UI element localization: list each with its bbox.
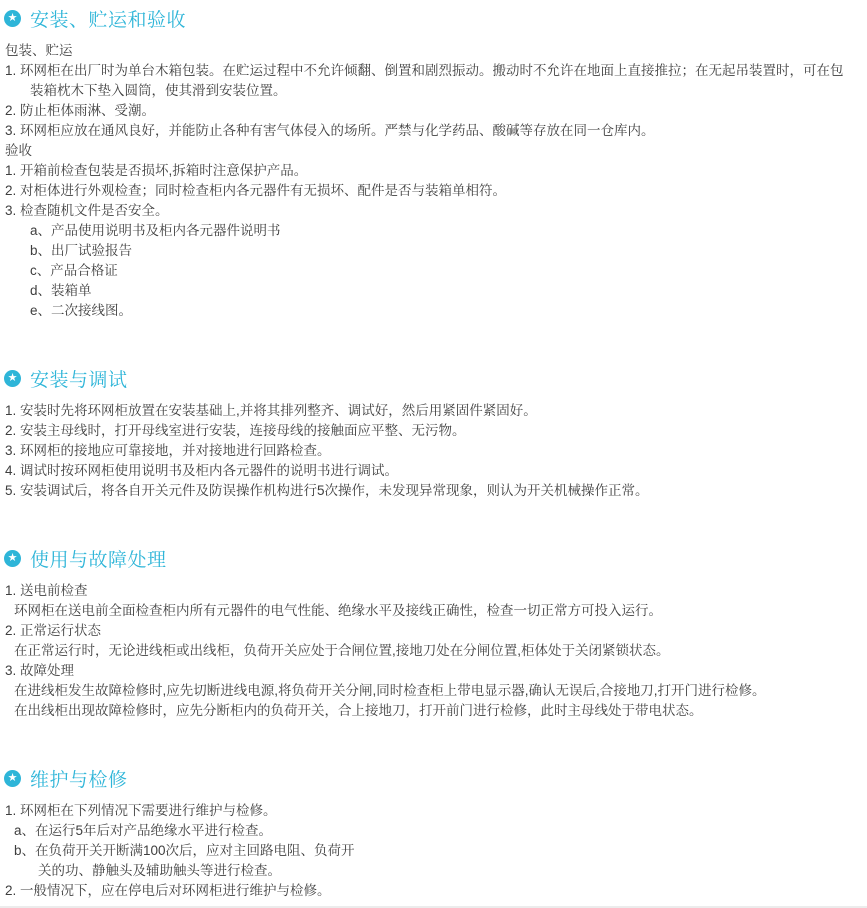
star-circle-icon: ★ <box>4 550 21 567</box>
text-line: 关的功、静触头及辅助触头等进行检查。 <box>38 863 281 878</box>
section-heading <box>4 368 863 389</box>
text-line: 2. 安装主母线时，打开母线室进行安装，连接母线的接触面应平整、无污物。 <box>5 423 466 438</box>
text-line: b、出厂试验报告 <box>30 243 133 258</box>
text-line: 环网柜在送电前全面检查柜内所有元器件的电气性能、绝缘水平及接线正确性，检查一切正常方可投入运行。 <box>14 603 662 618</box>
text-line: 在出线柜出现故障检修时，应先分断柜内的负荷开关，合上接地刀，打开前门进行检修，此时主母线处于带电状态。 <box>14 703 703 718</box>
text-line: 3. 环网柜的接地应可靠接地，并对接地进行回路检查。 <box>5 443 331 458</box>
star-circle-icon: ★ <box>4 10 21 27</box>
section-title: 安装、贮运和验收 <box>30 10 187 31</box>
text-line: d、装箱单 <box>30 283 92 298</box>
section-install-storage-acceptance <box>4 8 863 321</box>
text-line: 1. 安装时先将环网柜放置在安装基础上,并将其排列整齐、调试好，然后用紧固件紧固好。 <box>5 403 537 418</box>
text-line: 3. 检查随机文件是否安全。 <box>5 203 169 218</box>
text-line: a、在运行5年后对产品绝缘水平进行检查。 <box>14 823 273 838</box>
star-circle-icon: ★ <box>4 370 21 387</box>
text-line: b、在负荷开关开断满100次后，应对主回路电阻、负荷开 <box>14 843 355 858</box>
text-line: 1. 环网柜在下列情况下需要进行维护与检修。 <box>5 803 277 818</box>
text-line: 1. 开箱前检查包装是否损坏,拆箱时注意保护产品。 <box>5 163 308 178</box>
section-title: 维护与检修 <box>30 770 128 791</box>
text-line: 2. 对柜体进行外观检查；同时检查柜内各元器件有无损坏、配件是否与装箱单相符。 <box>5 183 507 198</box>
section-heading <box>4 548 863 569</box>
text-line: 1. 送电前检查 <box>5 583 88 598</box>
text-line: 2. 正常运行状态 <box>5 623 102 638</box>
section-title: 使用与故障处理 <box>30 550 167 571</box>
text-line: 装箱枕木下垫入圆筒，使其滑到安装位置。 <box>30 83 287 98</box>
text-line: 在进线柜发生故障检修时,应先切断进线电源,将负荷开关分闸,同时检查柜上带电显示器,确认无误后,合接地刀,打开门进行检修。 <box>14 683 766 698</box>
section-use-fault-handling <box>4 548 863 721</box>
text-line: 2. 一般情况下，应在停电后对环网柜进行维护与检修。 <box>5 883 331 898</box>
text-line: 1. 环网柜在出厂时为单台木箱包装。在贮运过程中不允许倾翻、倒置和剧烈振动。搬动时不允许在地面上直接推拉；在无起吊装置时，可在包 <box>5 63 844 78</box>
text-line: 包装、贮运 <box>5 43 73 58</box>
text-line: e、二次接线图。 <box>30 303 133 318</box>
text-line: a、产品使用说明书及柜内各元器件说明书 <box>30 223 281 238</box>
text-line: 5. 安装调试后，将各自开关元件及防误操作机构进行5次操作，未发现异常现象，则认为开关机械操作正常。 <box>5 483 649 498</box>
section-heading <box>4 768 863 789</box>
text-line: c、产品合格证 <box>30 263 118 278</box>
text-line: 验收 <box>5 143 32 158</box>
section-install-debug <box>4 368 863 501</box>
text-line: 3. 环网柜应放在通风良好，并能防止各种有害气体侵入的场所。严禁与化学药品、酸碱等存放在同一仓库内。 <box>5 123 655 138</box>
text-line: 在正常运行时，无论进线柜或出线柜，负荷开关应处于合闸位置,接地刀处在分闸位置,柜体处于关闭紧锁状态。 <box>14 643 670 658</box>
text-line: 3. 故障处理 <box>5 663 75 678</box>
section-maintenance-overhaul <box>4 768 863 901</box>
star-circle-icon: ★ <box>4 770 21 787</box>
text-line: 4. 调试时按环网柜使用说明书及柜内各元器件的说明书进行调试。 <box>5 463 399 478</box>
text-line: 2. 防止柜体雨淋、受潮。 <box>5 103 156 118</box>
section-title: 安装与调试 <box>30 370 128 391</box>
section-heading <box>4 8 863 29</box>
